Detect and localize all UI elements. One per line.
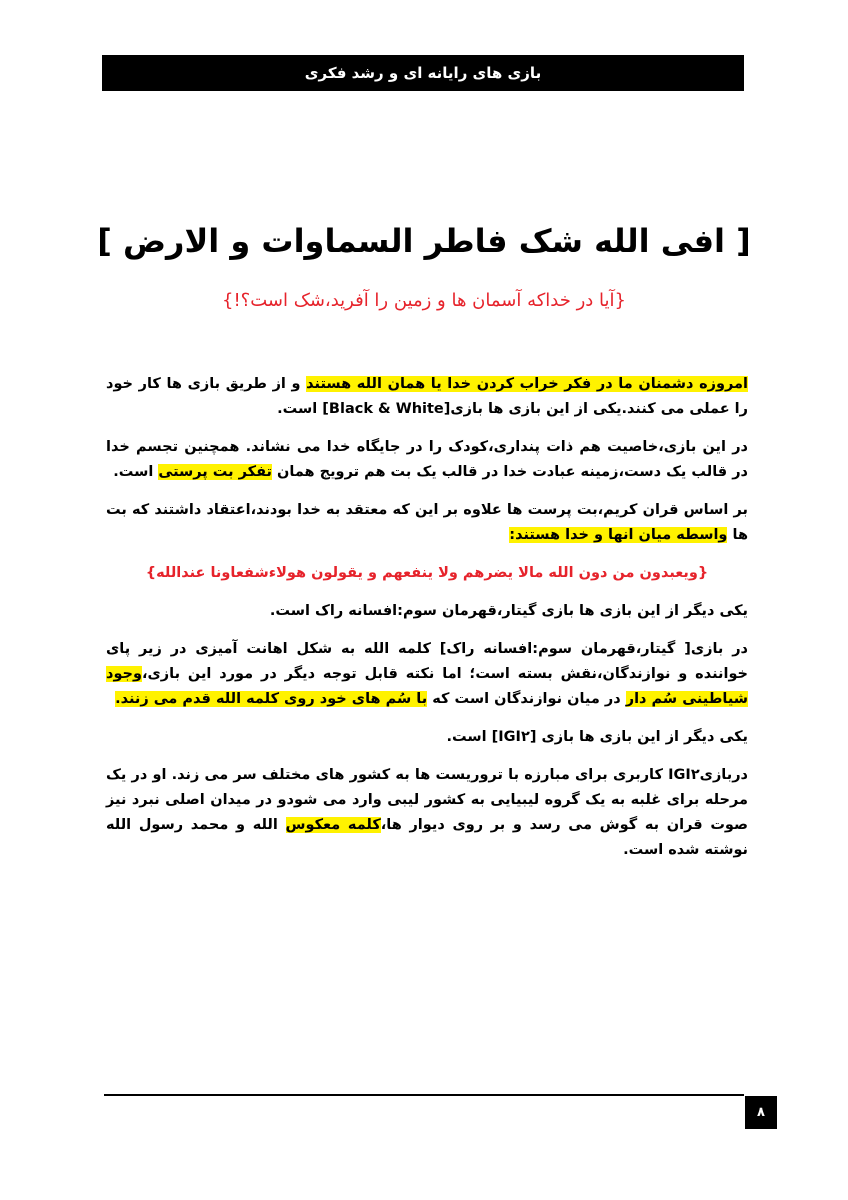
paragraph-5 <box>106 637 748 712</box>
paragraph-2 <box>106 435 748 485</box>
paragraph-6 <box>106 725 748 750</box>
paragraph-text: و از طریق بازی ها کار خود را عملی می کنند.یکی از این بازی ها بازی[Black & White] است. <box>106 376 748 417</box>
paragraph-text: در این بازی،خاصیت هم ذات پنداری،کودک را در جایگاه خدا می نشاند. همچنین تجسم خدا در قالب یک دست،زمینه عبادت خدا در قالب یک بت هم ترویج همان <box>106 439 748 480</box>
body-text <box>106 372 748 876</box>
page-number: ۸ <box>745 1096 777 1129</box>
highlight: واسطه میان انها و خدا هستند: <box>509 527 728 543</box>
highlight: امروزه دشمنان ما در فکر خراب کردن خدا یا همان الله هستند <box>306 376 748 392</box>
paragraph-text: در میان نوازندگان است که <box>427 691 626 707</box>
paragraph-text: الله و محمد رسول الله نوشته شده است. <box>106 817 748 858</box>
page-title: [ افی الله شک فاطر السماوات و الارض ] <box>97 222 751 260</box>
quran-quote: {ویعبدون من دون الله مالا یضرهم ولا ینفعهم و یقولون هولاءشفعاونا عندالله} <box>145 565 709 581</box>
paragraph-7 <box>106 763 748 863</box>
footer-divider <box>104 1094 744 1096</box>
highlight: وجود شیاطینی سُم دار <box>106 666 748 707</box>
paragraph-text: یکی دیگر از این بازی ها بازی [IGI۲] است. <box>446 729 748 745</box>
highlight: با سُم های خود روی کلمه الله قدم می زنند. <box>115 691 428 707</box>
paragraph-4 <box>106 599 748 624</box>
header-title: بازی های رایانه ای و رشد فکری <box>304 64 542 82</box>
header-bar <box>102 55 744 91</box>
paragraph-text: است. <box>113 464 159 480</box>
paragraph-text: یکی دیگر از این بازی ها بازی گیتار،قهرمان سوم:افسانه راک است. <box>269 603 748 619</box>
paragraph-text: دربازیIGI۲ کاربری برای مبارزه با تروریست ها به کشور های مختلف سر می زند. او در یک مرحله برای غلبه به یک گروه لیبیایی به کشور لیبی وارد می شودو در میدان اصلی نبرد نیز صوت قران به گوش می رسد و بر روی دیوار ها، <box>106 767 749 833</box>
highlight: کلمه معکوس <box>285 817 381 833</box>
paragraph-text: در بازی[ گیتار،قهرمان سوم:افسانه راک] کلمه الله به شکل اهانت آمیزی در زیر پای خواننده و نوازندگان،نقش بسته است؛ اما نکته قابل توجه دیگر در مورد این بازی، <box>106 641 748 682</box>
paragraph-text: بر اساس قران کریم،بت پرست ها علاوه بر این که معتقد به خدا بودند،اعتقاد داشتند که بت ها <box>106 502 748 543</box>
paragraph-3 <box>106 498 748 548</box>
page-subtitle: {آیا در خداکه آسمان ها و زمین را آفرید،شک است؟!} <box>222 290 626 311</box>
paragraph-1 <box>106 372 748 422</box>
highlight: تفکر بت پرستی <box>158 464 272 480</box>
